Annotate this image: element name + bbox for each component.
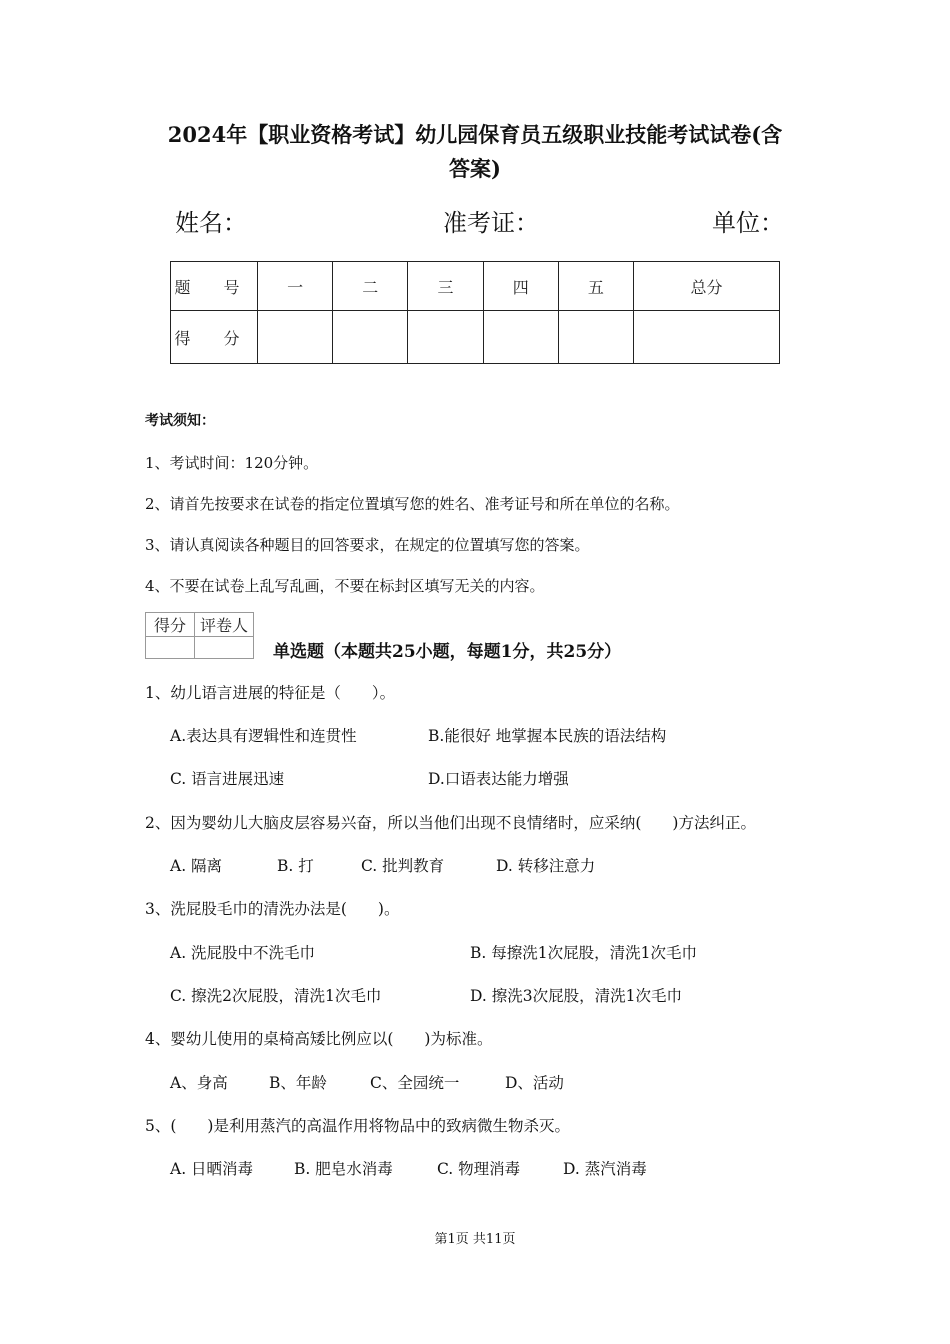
score-table-cell: 得 分 — [171, 311, 258, 364]
score-table-cell: 二 — [333, 262, 408, 311]
exam-number-label: 准考证： — [443, 209, 539, 237]
score-entry-cell[interactable] — [333, 311, 408, 364]
score-entry-cell[interactable] — [558, 311, 633, 364]
score-table-score-row — [171, 311, 780, 364]
score-table-cell: 四 — [483, 262, 558, 311]
notice-item: 2、请首先按要求在试卷的指定位置填写您的姓名、准考证号和所在单位的名称。 — [145, 495, 680, 513]
score-table-cell: 总分 — [634, 262, 780, 311]
score-table-header-row — [171, 262, 780, 311]
answer-option[interactable]: B. 肥皂水消毒 — [294, 1160, 393, 1178]
answer-option[interactable]: B. 每擦洗1次屁股，清洗1次毛巾 — [470, 944, 697, 962]
answer-option[interactable]: B、年龄 — [269, 1074, 327, 1092]
notice-heading: 考试须知： — [145, 413, 215, 429]
grader-box — [145, 612, 254, 659]
title-line-1: 2024年【职业资格考试】幼儿园保育员五级职业技能考试试卷(含 — [167, 122, 783, 147]
answer-option[interactable]: D、活动 — [505, 1074, 564, 1092]
question-stem: 3、洗屁股毛巾的清洗办法是( )。 — [145, 900, 400, 918]
grader-score-cell[interactable] — [146, 637, 195, 659]
answer-option[interactable]: A. 隔离 — [170, 857, 223, 875]
grader-reviewer-label: 评卷人 — [195, 613, 254, 637]
page-title — [130, 118, 820, 186]
question-stem: 1、幼儿语言进展的特征是（ ）。 — [145, 684, 396, 702]
answer-option[interactable]: A. 洗屁股中不洗毛巾 — [170, 944, 316, 962]
answer-option[interactable]: A、身高 — [170, 1074, 228, 1092]
score-entry-cell[interactable] — [483, 311, 558, 364]
question-stem: 4、婴幼儿使用的桌椅高矮比例应以( )为标准。 — [145, 1030, 493, 1048]
notice-item: 4、不要在试卷上乱写乱画，不要在标封区填写无关的内容。 — [145, 577, 545, 595]
answer-option[interactable]: A. 日晒消毒 — [170, 1160, 254, 1178]
answer-option[interactable]: C. 批判教育 — [361, 857, 445, 875]
answer-option[interactable]: D. 转移注意力 — [496, 857, 596, 875]
answer-option[interactable]: C. 语言进展迅速 — [170, 770, 285, 788]
answer-option[interactable]: B.能很好 地掌握本民族的语法结构 — [428, 727, 667, 745]
notice-item: 3、请认真阅读各种题目的回答要求，在规定的位置填写您的答案。 — [145, 536, 590, 554]
unit-label: 单位： — [712, 209, 784, 237]
answer-option[interactable]: C、全园统一 — [370, 1074, 460, 1092]
answer-option[interactable]: B. 打 — [277, 857, 314, 875]
score-table-cell: 三 — [408, 262, 483, 311]
answer-option[interactable]: D.口语表达能力增强 — [428, 770, 569, 788]
score-table — [170, 261, 780, 364]
answer-option[interactable]: C. 物理消毒 — [437, 1160, 521, 1178]
answer-option[interactable]: A.表达具有逻辑性和连贯性 — [170, 727, 357, 745]
score-table-cell: 一 — [258, 262, 333, 311]
score-entry-cell[interactable] — [258, 311, 333, 364]
page-footer: 第1页 共11页 — [434, 1232, 516, 1247]
section-title: 单选题（本题共25小题，每题1分，共25分） — [273, 642, 622, 662]
question-stem: 5、( )是利用蒸汽的高温作用将物品中的致病微生物杀灭。 — [145, 1117, 570, 1135]
grader-score-label: 得分 — [146, 613, 195, 637]
title-line-2: 答案) — [449, 156, 501, 181]
notice-item: 1、考试时间：120分钟。 — [145, 454, 319, 472]
answer-option[interactable]: D. 擦洗3次屁股，清洗1次毛巾 — [470, 987, 682, 1005]
grader-reviewer-cell[interactable] — [195, 637, 254, 659]
candidate-info-row — [0, 203, 950, 237]
score-table-cell: 题 号 — [171, 262, 258, 311]
question-stem: 2、因为婴幼儿大脑皮层容易兴奋，所以当他们出现不良情绪时，应采纳( )方法纠正。 — [145, 814, 756, 832]
answer-option[interactable]: D. 蒸汽消毒 — [563, 1160, 647, 1178]
score-entry-cell[interactable] — [408, 311, 483, 364]
answer-option[interactable]: C. 擦洗2次屁股，清洗1次毛巾 — [170, 987, 382, 1005]
score-entry-cell[interactable] — [634, 311, 780, 364]
score-table-cell: 五 — [558, 262, 633, 311]
name-label: 姓名： — [175, 209, 247, 237]
